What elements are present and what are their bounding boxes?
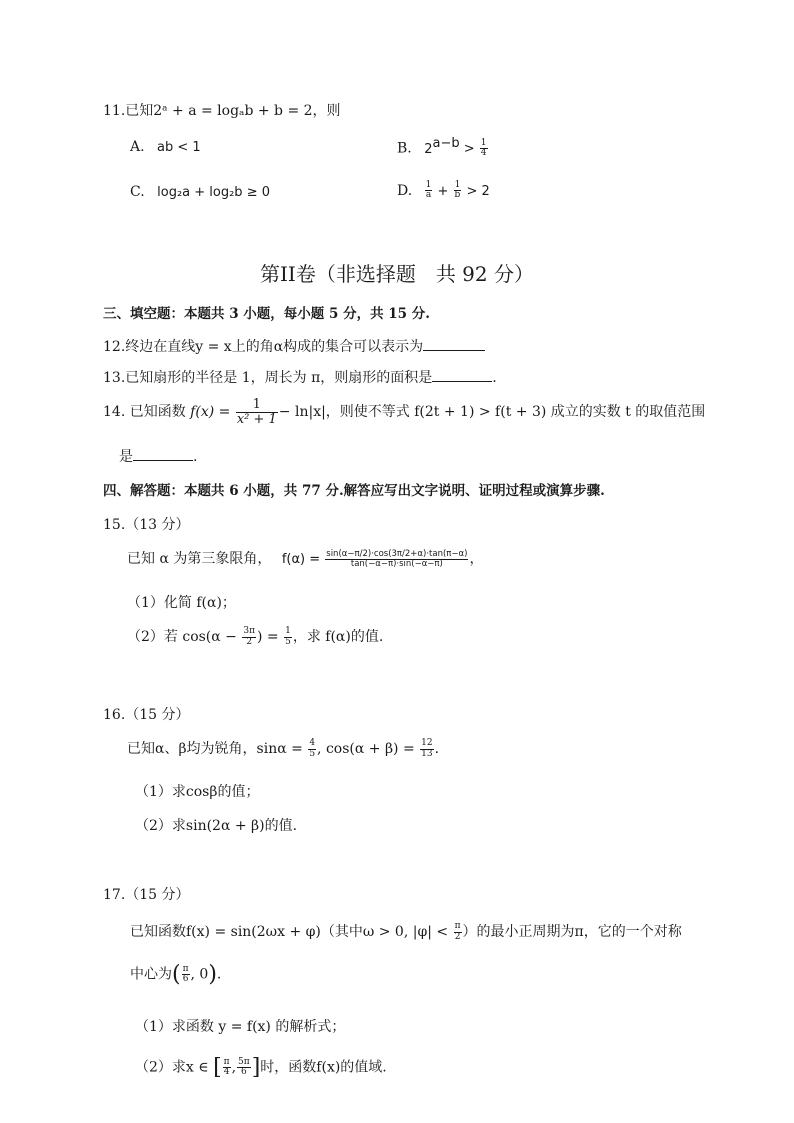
q15-intro	[127, 548, 483, 568]
q15-header: 15.（13 分）	[103, 517, 190, 533]
q15-p2-frac1: $\frac{3\pi}{2}$	[243, 626, 256, 647]
option-c-label: C.	[130, 184, 145, 200]
q13-end: .	[492, 370, 497, 386]
option-c-text: log₂a + log₂b ≥ 0	[157, 185, 270, 200]
q17-bracket-close: ]	[251, 1055, 261, 1080]
q15-part2	[127, 626, 383, 647]
q17-range-frac2: $\frac{5\pi}{6}$	[238, 1056, 250, 1077]
q15-tail: ，	[469, 551, 484, 567]
q15-p2-mid: ) =	[257, 629, 284, 645]
q12-blank	[423, 338, 485, 351]
q17-intro	[130, 921, 682, 942]
q17-paren-close: )	[208, 962, 217, 987]
q15-p2-frac2: $\frac{1}{5}$	[285, 626, 291, 647]
q17-center-pre: 中心为	[130, 966, 172, 983]
option-d-rest: > 2	[462, 183, 490, 199]
q12	[103, 336, 485, 356]
q11-stem: 11.已知2ᵃ + a = logₐb + b = 2，则	[103, 103, 341, 119]
q17-part1: （1）求函数 y = f(x) 的解析式；	[135, 1019, 346, 1035]
q15-intro-text: 已知 α 为第三象限角，	[127, 551, 272, 567]
q13	[103, 367, 497, 387]
section-3-heading: 三、填空题：本题共 3 小题，每小题 5 分，共 15 分.	[103, 306, 430, 322]
q14-line2-text: 是	[119, 449, 133, 465]
option-a-text: ab < 1	[157, 140, 201, 155]
q14-line1	[103, 398, 705, 426]
q15-p2-post: ，求 f(α)的值.	[292, 629, 384, 645]
q17-range-frac1: $\frac{\pi}{4}$	[223, 1056, 230, 1077]
q14-fraction: $\frac{1}{\text{x² + 1}}$	[236, 397, 277, 427]
option-b-base: 2	[424, 141, 433, 157]
q16-part1: （1）求cosβ的值；	[135, 784, 260, 800]
q17-p2-pre: （2）求x ∈	[135, 1059, 214, 1076]
q11-option-a	[130, 139, 201, 155]
q16-intro-pre: 已知α、β均为锐角，sinα =	[127, 741, 308, 757]
q14-line2	[119, 446, 197, 466]
option-b-exp: a−b	[432, 136, 460, 151]
q17-p2-post: 时，函数f(x)的值域.	[260, 1059, 387, 1076]
option-d-label: D.	[397, 182, 413, 199]
q16-frac1: $\frac{4}{5}$	[309, 738, 316, 759]
section-4-heading: 四、解答题：本题共 6 小题，共 77 分.解答应写出文字说明、证明过程或演算步骤.	[103, 483, 605, 499]
q16-part2: （2）求sin(2α + β)的值.	[135, 818, 298, 834]
q15-fraction: $\frac{\sin(\alpha-\pi/2)\cdot\cos(3\pi/2+\alpha)\cdot\tan(\pi-\alpha)}{\tan(-\alpha-\pi)\cdot\sin(-\alpha-\pi)}$	[326, 548, 468, 569]
option-b-fraction: $\frac{1}{4}$	[480, 137, 487, 159]
q17-intro-post: ）的最小正周期为π，它的一个对称	[462, 924, 682, 940]
option-d-frac1: $\frac{1}{a}$	[425, 180, 432, 201]
q17-part2	[135, 1055, 387, 1080]
option-d-frac2: $\frac{1}{b}$	[454, 180, 461, 201]
q16-mid: , cos(α + β) =	[317, 741, 420, 757]
q15-part1: （1）化简 f(α)；	[127, 595, 236, 611]
q17-intro-pre: 已知函数f(x) = sin(2ωx + φ)（其中ω > 0, |φ| <	[130, 924, 453, 940]
part2-title: 第II卷（非选择题 共 92 分）	[260, 262, 534, 286]
q17-header: 17.（15 分）	[103, 887, 190, 903]
q11-option-d	[397, 181, 490, 201]
q16-header: 16.（15 分）	[103, 707, 190, 723]
q17-range-comma: ,	[231, 1059, 237, 1076]
q14-rest: − ln|x|，则使不等式 f(2t + 1) > f(t + 3) 成立的实数 t 的取值范围	[278, 404, 706, 421]
q12-text: 12.终边在直线y = x上的角α构成的集合可以表示为	[103, 339, 424, 355]
q14-blank	[133, 448, 193, 461]
q15-p2-pre: （2）若 cos(α −	[127, 629, 242, 645]
q17-center-frac: $\frac{\pi}{6}$	[182, 963, 189, 984]
option-d-plus: +	[433, 183, 453, 199]
q16-intro	[127, 738, 439, 759]
q17-center-end: .	[216, 966, 222, 983]
q17-center	[130, 962, 221, 987]
option-a-label: A.	[130, 139, 145, 155]
option-b-gt: >	[459, 141, 479, 157]
q16-end: .	[434, 741, 440, 757]
q14-pre: 14. 已知函数	[103, 404, 186, 421]
q15-fa: f(α) =	[281, 552, 325, 567]
q11-option-c	[130, 184, 270, 200]
q13-text: 13.已知扇形的半径是 1，周长为 π，则扇形的面积是	[103, 370, 433, 386]
q17-frac1: $\frac{\pi}{2}$	[454, 921, 461, 942]
q13-blank	[432, 369, 492, 382]
q16-frac2: $\frac{12}{13}$	[421, 738, 433, 759]
q14-fx: f(x) =	[190, 404, 235, 421]
q17-bracket-open: [	[213, 1055, 222, 1080]
q17-paren-open: (	[172, 962, 181, 987]
q17-center-post: , 0	[190, 966, 209, 983]
q11-option-b	[397, 136, 489, 159]
option-b-label: B.	[397, 140, 412, 157]
q14-end: .	[193, 449, 198, 465]
